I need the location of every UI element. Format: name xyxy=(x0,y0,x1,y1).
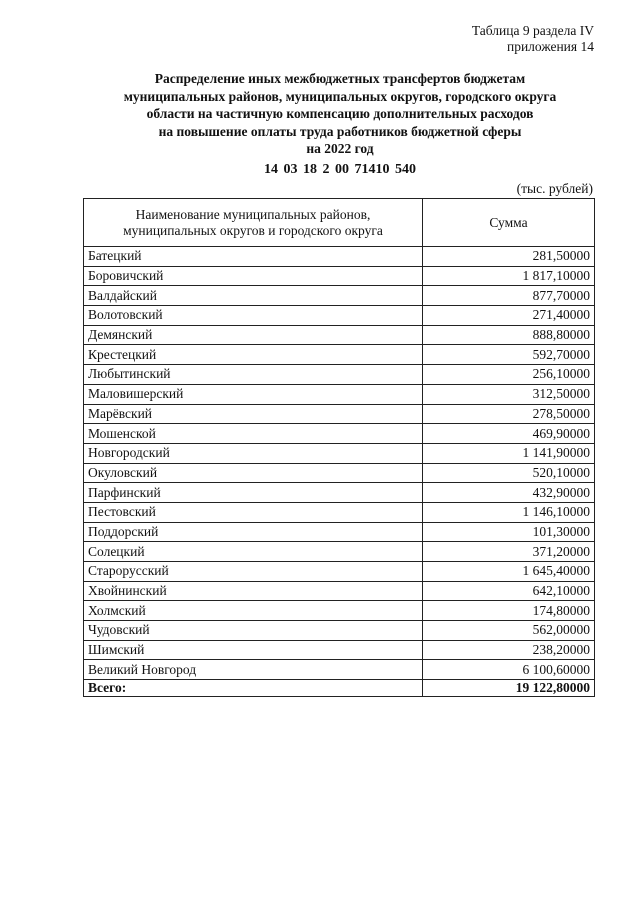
table-row xyxy=(84,247,595,267)
district-sum: 1 645,40000 xyxy=(423,562,595,582)
district-name: Любытинский xyxy=(84,365,423,385)
document-reference xyxy=(472,23,594,55)
district-name: Парфинский xyxy=(84,483,423,503)
district-name: Новгородский xyxy=(84,443,423,463)
district-sum: 469,90000 xyxy=(423,424,595,444)
district-sum: 312,50000 xyxy=(423,384,595,404)
table-row xyxy=(84,621,595,641)
title-line: муниципальных районов, муниципальных округов, городского округа xyxy=(123,88,557,104)
district-name: Валдайский xyxy=(84,286,423,306)
table-row xyxy=(84,483,595,503)
district-sum: 592,70000 xyxy=(423,345,595,365)
table-row xyxy=(84,581,595,601)
district-name: Окуловский xyxy=(84,463,423,483)
district-name: Мошенской xyxy=(84,424,423,444)
title-line: на 2022 год xyxy=(306,141,374,156)
district-name: Холмский xyxy=(84,601,423,621)
district-sum: 1 817,10000 xyxy=(423,266,595,286)
district-name: Солецкий xyxy=(84,542,423,562)
table-row xyxy=(84,502,595,522)
district-name: Крестецкий xyxy=(84,345,423,365)
district-sum: 1 141,90000 xyxy=(423,443,595,463)
table-row xyxy=(84,660,595,680)
table-row xyxy=(84,384,595,404)
document-title xyxy=(60,70,620,158)
column-header-name xyxy=(84,199,423,247)
table-header-row xyxy=(84,199,595,247)
table-reference: Таблица 9 раздела IV xyxy=(471,23,594,38)
district-name: Великий Новгород xyxy=(84,660,423,680)
table-row xyxy=(84,325,595,345)
table-row xyxy=(84,522,595,542)
district-sum: 371,20000 xyxy=(423,542,595,562)
title-line: Распределение иных межбюджетных трансфертов бюджетам xyxy=(154,71,526,86)
table-row xyxy=(84,601,595,621)
district-name: Поддорский xyxy=(84,522,423,542)
district-sum: 278,50000 xyxy=(423,404,595,424)
district-name: Марёвский xyxy=(84,404,423,424)
total-sum: 19 122,80000 xyxy=(423,680,595,697)
district-sum: 174,80000 xyxy=(423,601,595,621)
title-line: на повышение оплаты труда работников бюджетной сферы xyxy=(158,123,522,139)
distribution-table xyxy=(83,198,595,697)
district-name: Шимский xyxy=(84,640,423,660)
table-row xyxy=(84,286,595,306)
budget-classification-code: 14 03 18 2 00 71410 540 xyxy=(264,162,416,177)
total-row xyxy=(84,680,595,697)
column-header-name-line: муниципальных округов и городского округа xyxy=(123,222,383,238)
table-row xyxy=(84,463,595,483)
district-sum: 6 100,60000 xyxy=(423,660,595,680)
table-row xyxy=(84,404,595,424)
table-row xyxy=(84,424,595,444)
district-name: Демянский xyxy=(84,325,423,345)
total-label: Всего: xyxy=(84,680,423,697)
table-row xyxy=(84,443,595,463)
table-row xyxy=(84,640,595,660)
district-name: Маловишерский xyxy=(84,384,423,404)
district-sum: 432,90000 xyxy=(423,483,595,503)
district-sum: 888,80000 xyxy=(423,325,595,345)
district-name: Пестовский xyxy=(84,502,423,522)
district-sum: 281,50000 xyxy=(423,247,595,267)
column-header-name-line: Наименование муниципальных районов, xyxy=(135,207,371,222)
district-sum: 271,40000 xyxy=(423,306,595,326)
table-row xyxy=(84,562,595,582)
table-row xyxy=(84,365,595,385)
table-row xyxy=(84,306,595,326)
district-name: Старорусский xyxy=(84,562,423,582)
district-sum: 642,10000 xyxy=(423,581,595,601)
district-sum: 101,30000 xyxy=(423,522,595,542)
district-sum: 1 146,10000 xyxy=(423,502,595,522)
district-name: Боровичский xyxy=(84,266,423,286)
district-name: Чудовский xyxy=(84,621,423,641)
district-name: Батецкий xyxy=(84,247,423,267)
district-sum: 238,20000 xyxy=(423,640,595,660)
district-sum: 520,10000 xyxy=(423,463,595,483)
district-name: Хвойнинский xyxy=(84,581,423,601)
district-sum: 877,70000 xyxy=(423,286,595,306)
units-label: (тыс. рублей) xyxy=(516,181,593,196)
table-row xyxy=(84,345,595,365)
column-header-sum: Сумма xyxy=(423,199,595,247)
title-line: области на частичную компенсацию дополнительных расходов xyxy=(146,106,534,121)
district-name: Волотовский xyxy=(84,306,423,326)
table-row xyxy=(84,266,595,286)
appendix-reference: приложения 14 xyxy=(506,39,594,54)
district-sum: 562,00000 xyxy=(423,621,595,641)
district-sum: 256,10000 xyxy=(423,365,595,385)
table-row xyxy=(84,542,595,562)
